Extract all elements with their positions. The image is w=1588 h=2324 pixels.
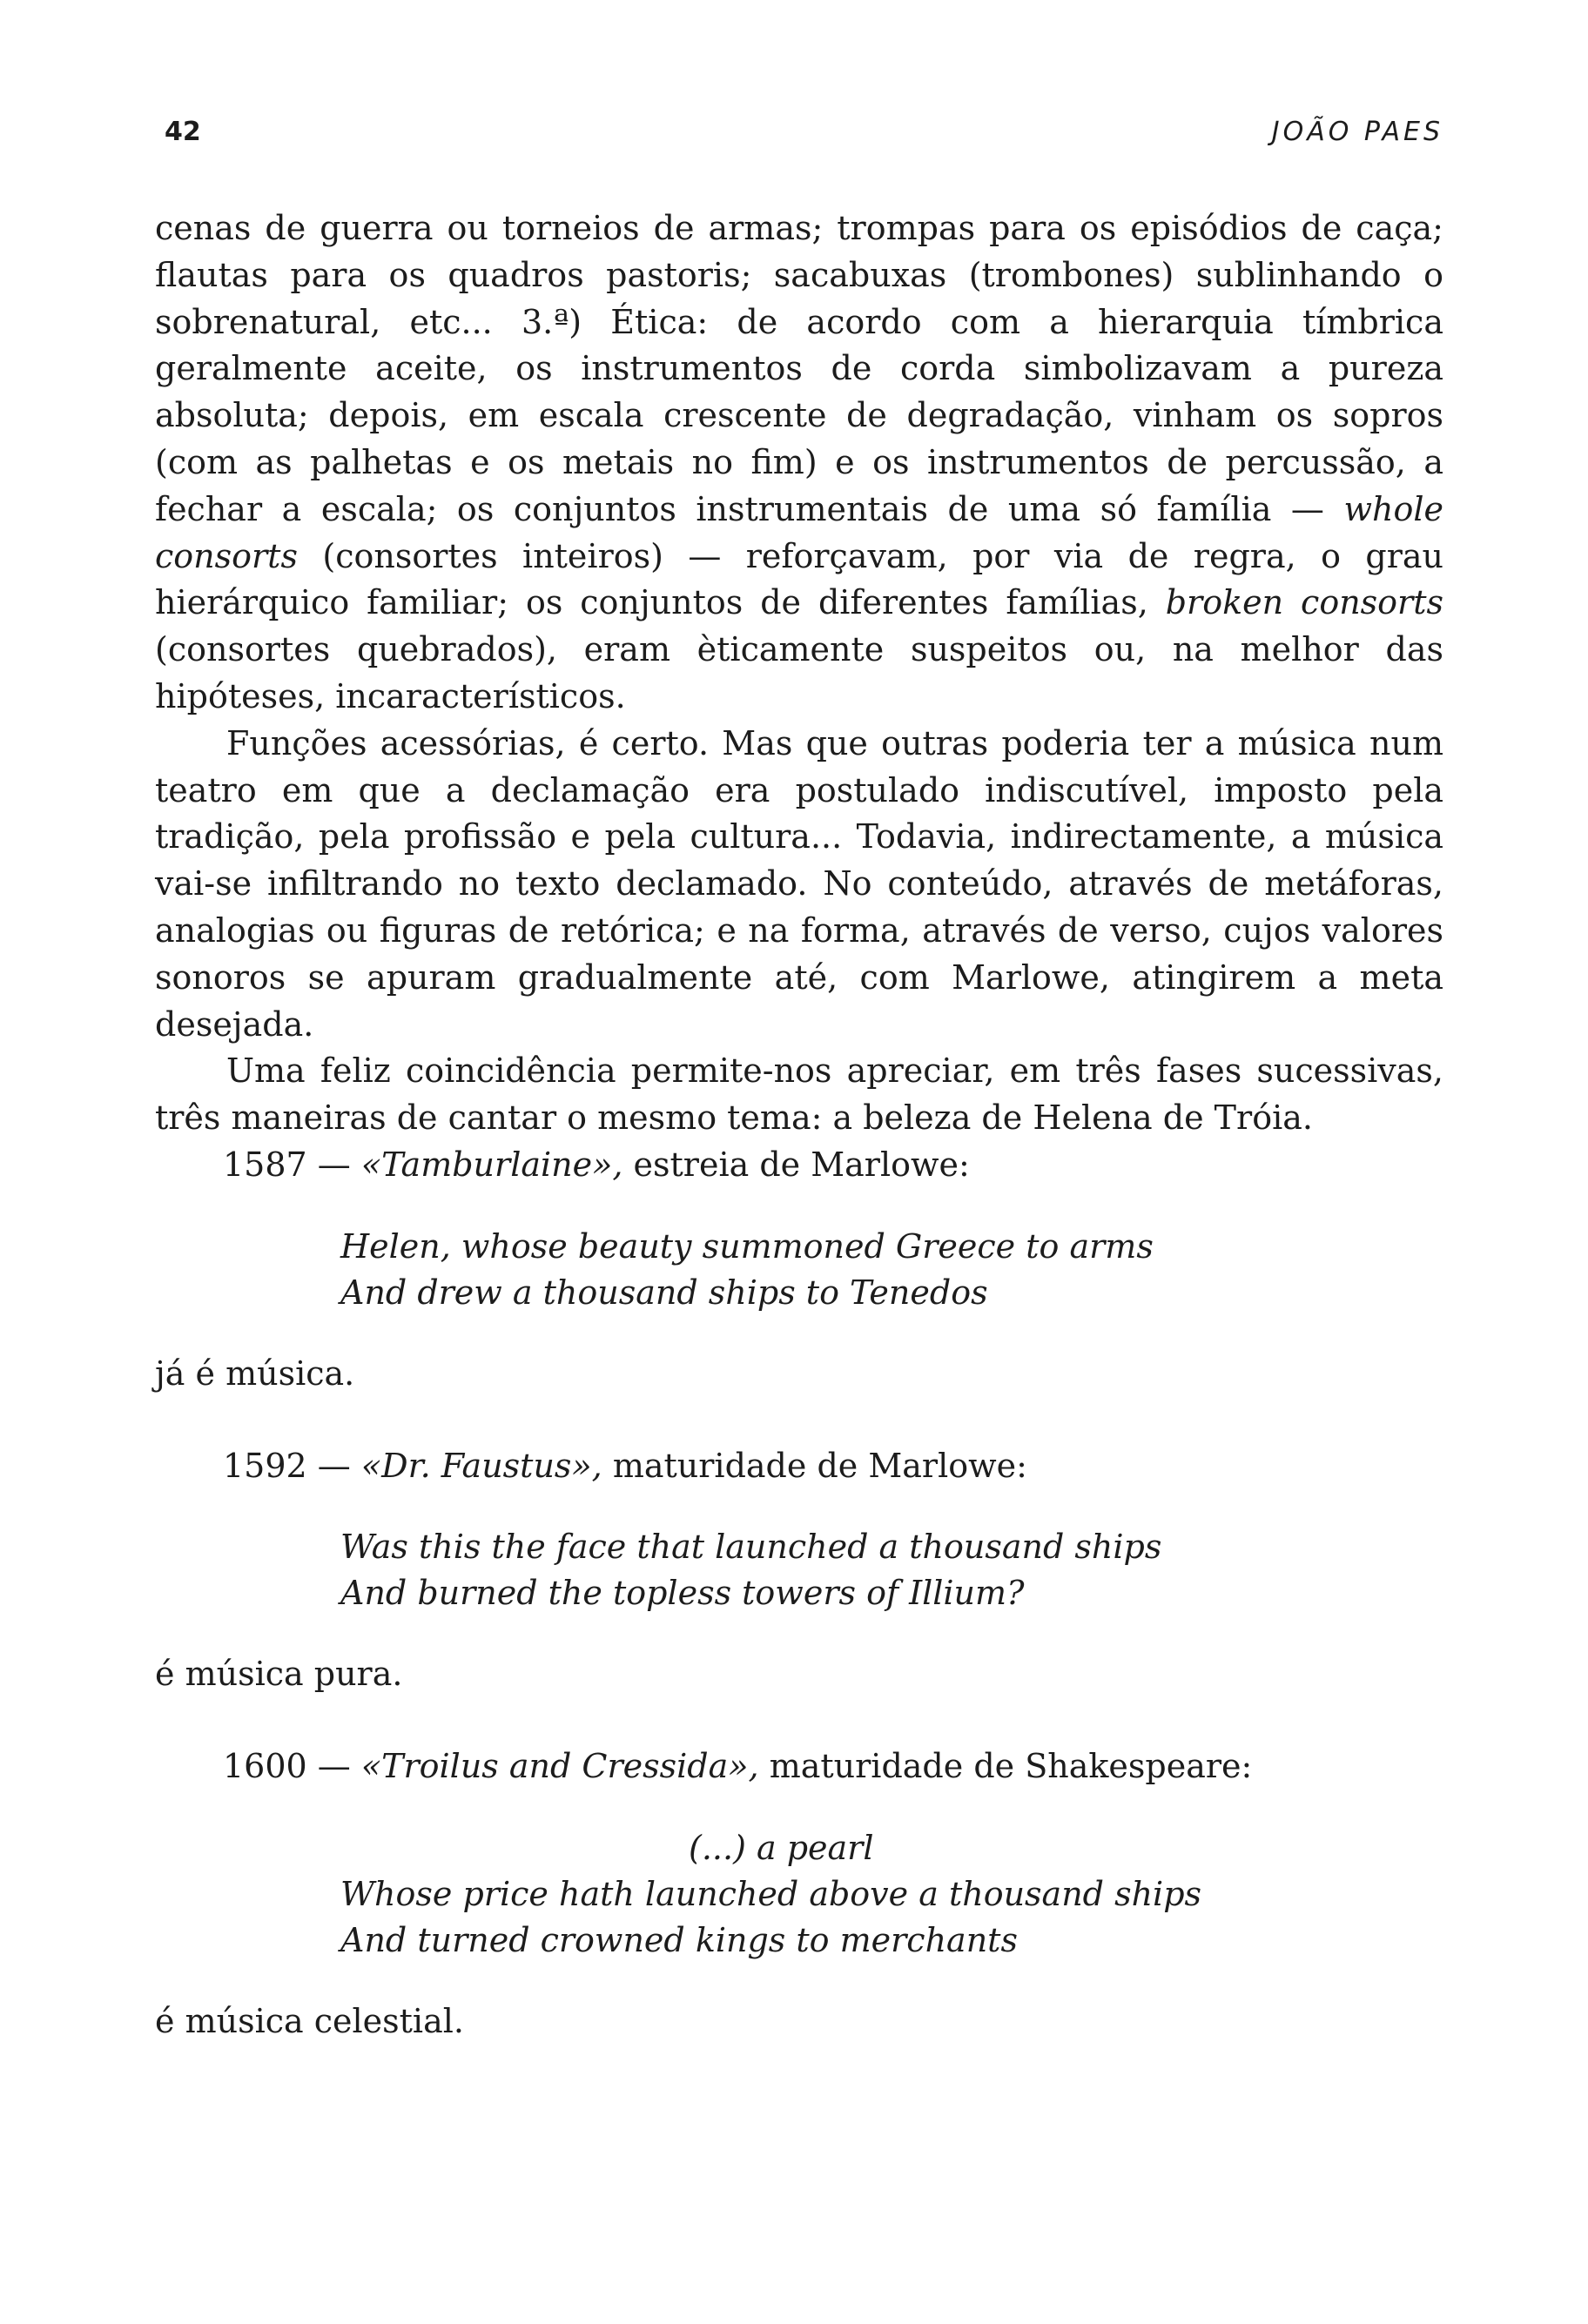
paragraph-1-text-a: cenas de guerra ou torneios de armas; trompas para os episódios de caça; flautas para os quadros pastoris; sacabuxas (trombones) sublinhando o sobrenatural, etc... 3.ª) Ética: de acordo com a hierarquia tímbrica geralmente aceite, os instrumentos de corda simbolizavam a pureza absoluta; depois, em escala crescente de degradação, vinham os sopros (com as palhetas e os metais no fim) e os instrumentos de percussão, a fechar a escala; os conjuntos instrumentais de uma só família — bbox=[155, 209, 1443, 528]
citation-dash: — bbox=[306, 1747, 361, 1786]
page-number: 42 bbox=[165, 117, 201, 147]
citation-year: 1587 bbox=[223, 1145, 307, 1184]
verse-line: Was this the face that launched a thousand ships bbox=[340, 1528, 1162, 1567]
verse-troilus bbox=[155, 1825, 1443, 1964]
verse-line: And turned crowned kings to merchants bbox=[340, 1920, 1018, 1959]
paragraph-1-text-c: (consortes quebrados), eram èticamente suspeitos ou, na melhor das hipóteses, incaracterísticos. bbox=[155, 630, 1443, 715]
citation-year: 1600 bbox=[223, 1747, 307, 1786]
conclusion-faustus: é música pura. bbox=[155, 1655, 403, 1694]
citation-dash: — bbox=[306, 1446, 361, 1485]
verse-line: Helen, whose beauty summoned Greece to arms bbox=[340, 1226, 1154, 1266]
paragraph-1 bbox=[155, 205, 1443, 721]
conclusion-tamburlaine: já é música. bbox=[155, 1353, 355, 1393]
paragraph-2: Funções acessórias, é certo. Mas que outras poderia ter a música num teatro em que a declamação era postulado indiscutível, imposto pela tradição, pela profissão e pela cultura... Todavia, indirectamente, a música vai-se infiltrando no texto declamado. No conteúdo, através de metáforas, analogias ou figuras de retórica; e na forma, através de verso, cujos valores sonoros se apuram gradualmente até, com Marlowe, atingirem a meta desejada. bbox=[155, 723, 1443, 1044]
citation-tamburlaine bbox=[155, 1142, 1443, 1189]
verse-line: And burned the topless towers of Illium? bbox=[340, 1574, 1025, 1613]
verse-line: And drew a thousand ships to Tenedos bbox=[340, 1273, 988, 1312]
paragraph-3: Uma feliz coincidência permite-nos apreciar, em três fases sucessivas, três maneiras de cantar o mesmo tema: a beleza de Helena de Tróia. bbox=[155, 1051, 1443, 1138]
verse-line: Whose price hath launched above a thousand ships bbox=[340, 1874, 1202, 1913]
citation-year: 1592 bbox=[223, 1446, 307, 1485]
citation-troilus bbox=[155, 1743, 1443, 1790]
page-body bbox=[155, 205, 1443, 2045]
running-head: JOÃO PAES bbox=[1271, 117, 1443, 147]
broken-consorts-term: broken consorts bbox=[1165, 583, 1443, 622]
citation-note: estreia de Marlowe: bbox=[622, 1145, 970, 1184]
whole-consorts-term: whole consorts bbox=[155, 489, 1443, 575]
verse-faustus bbox=[155, 1524, 1443, 1616]
paragraph-1-text-b: (consortes inteiros) — reforçavam, por via de regra, o grau hierárquico familiar; os conjuntos de diferentes famílias, bbox=[155, 536, 1443, 622]
citation-title: «Tamburlaine», bbox=[360, 1145, 623, 1184]
citation-note: maturidade de Marlowe: bbox=[602, 1446, 1027, 1485]
conclusion-troilus: é música celestial. bbox=[155, 2001, 464, 2040]
citation-dash: — bbox=[306, 1145, 361, 1184]
citation-faustus bbox=[155, 1443, 1443, 1490]
citation-title: «Troilus and Cressida», bbox=[360, 1747, 759, 1786]
citation-note: maturidade de Shakespeare: bbox=[758, 1747, 1253, 1786]
verse-tamburlaine bbox=[155, 1224, 1443, 1316]
verse-line-lead: (...) a pearl bbox=[689, 1828, 874, 1867]
citation-title: «Dr. Faustus», bbox=[360, 1446, 602, 1485]
